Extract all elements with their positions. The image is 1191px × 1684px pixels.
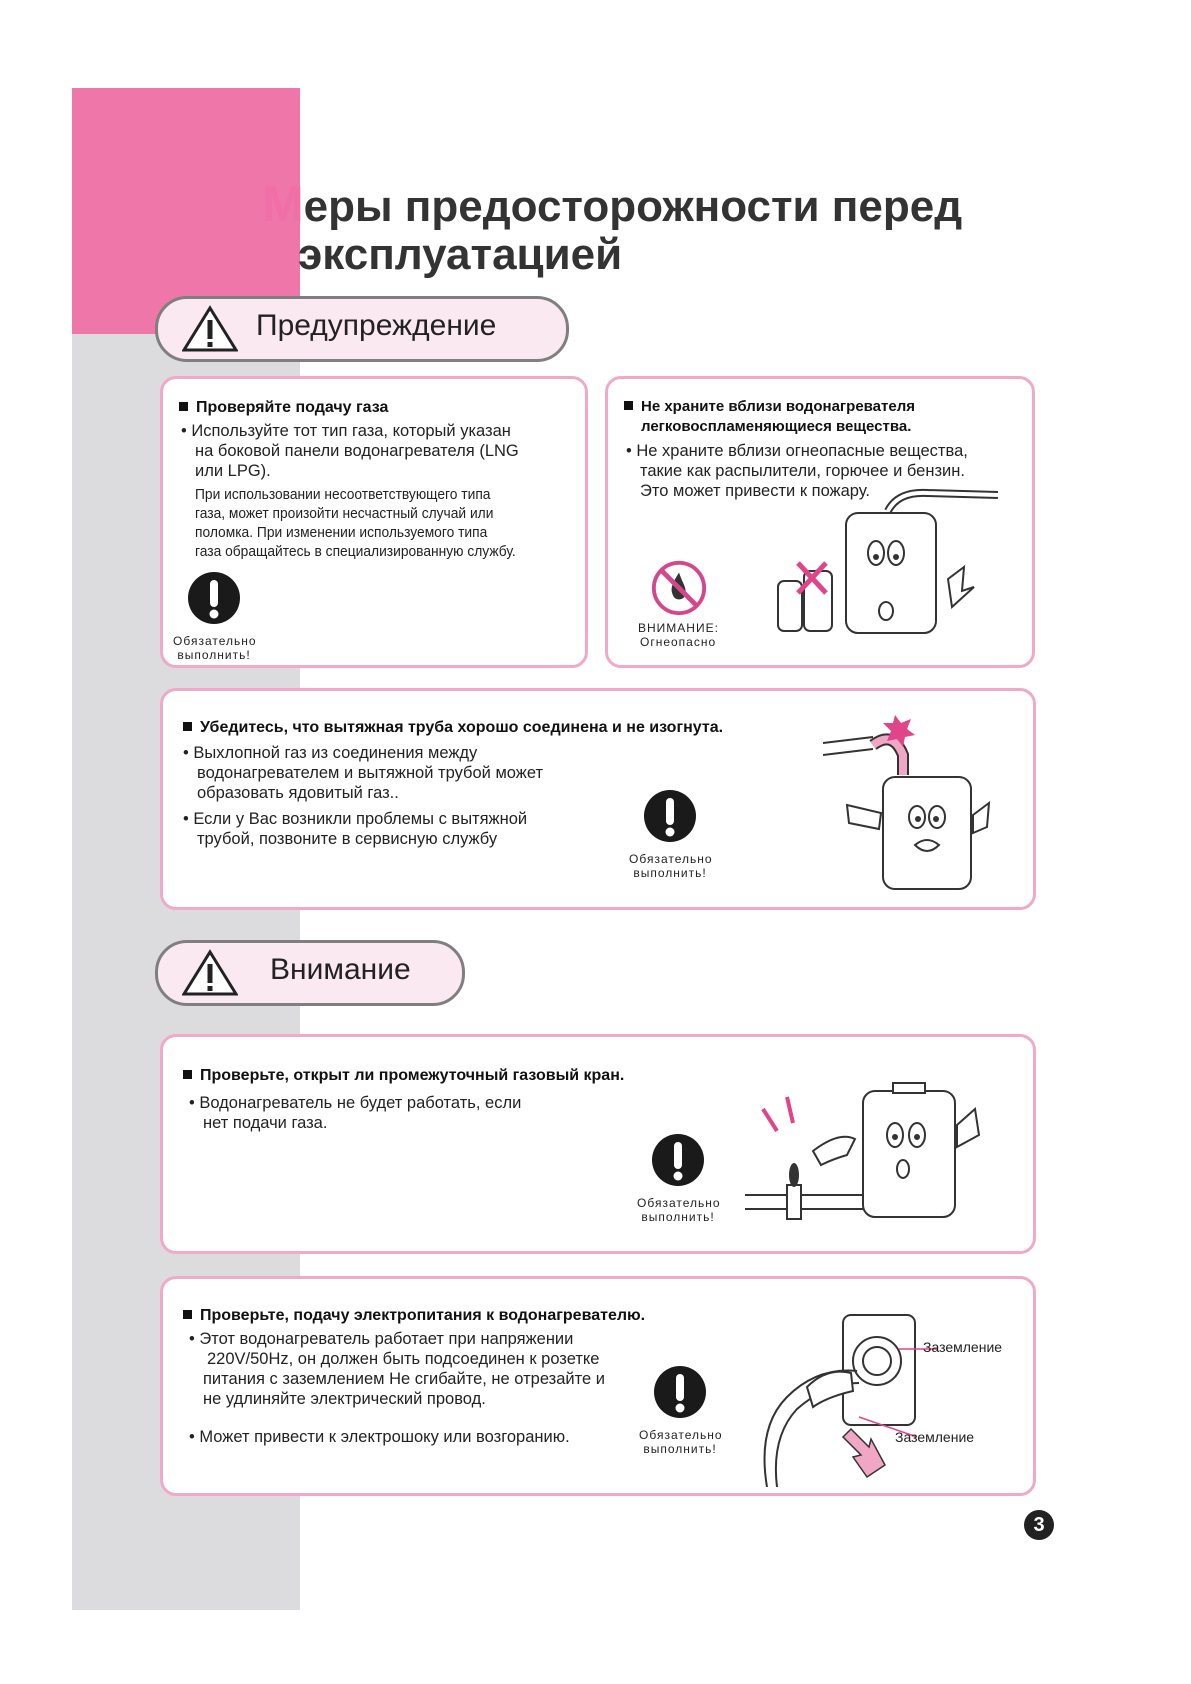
mandatory-badge	[629, 789, 711, 880]
ground-label-bottom: Заземление	[895, 1429, 975, 1445]
text-line: • Не храните вблизи огнеопасные вещества,	[626, 442, 968, 460]
text-line: или LPG).	[195, 462, 271, 480]
power-heading: Проверьте, подачу электропитания к водонагревателю.	[183, 1307, 645, 1325]
flammables-panel	[605, 376, 1035, 668]
caution-banner	[155, 940, 465, 1006]
mandatory-badge	[639, 1365, 721, 1456]
mandatory-label: Обязательно	[629, 852, 713, 866]
mandatory-badge	[173, 571, 255, 662]
power-panel	[160, 1276, 1036, 1496]
bullet-square-icon	[179, 402, 188, 411]
mandatory-label: выполнить!	[643, 1442, 717, 1456]
text-line: • Используйте тот тип газа, который указан	[181, 422, 511, 440]
warning-triangle-icon	[182, 949, 238, 997]
bullet-square-icon	[624, 401, 633, 410]
exclamation-circle-icon	[651, 1133, 705, 1187]
mandatory-badge	[637, 1133, 719, 1224]
gas-check-note	[195, 485, 516, 561]
no-fire-icon	[650, 559, 708, 617]
exhaust-heading: Убедитесь, что вытяжная труба хорошо соединена и не изогнута.	[183, 719, 723, 737]
text-line: • Может привести к электрошоку или возгоранию.	[189, 1428, 570, 1446]
mandatory-label: выполнить!	[641, 1210, 715, 1224]
exclamation-circle-icon	[643, 789, 697, 843]
page-title	[262, 176, 963, 279]
gas-check-panel	[160, 376, 588, 668]
text-line: • Этот водонагреватель работает при напряжении	[189, 1330, 574, 1348]
flammables-heading: Не храните вблизи водонагревателя легковоспламеняющиеся вещества.	[624, 397, 915, 437]
exclamation-circle-icon	[653, 1365, 707, 1419]
mandatory-label: Обязательно	[173, 634, 257, 648]
text-line: питания с заземлением Не сгибайте, не отрезайте и	[203, 1370, 605, 1388]
mandatory-label: Обязательно	[639, 1428, 723, 1442]
text-line: • Выхлопной газ из соединения между	[183, 744, 478, 762]
text-line: газа обращайтесь в специализированную службу.	[195, 543, 516, 560]
text-line: нет подачи газа.	[203, 1114, 328, 1132]
text-line: При использовании несоответствующего типа	[195, 486, 491, 503]
text-line: газа, может произойти несчастный случай или	[195, 505, 494, 522]
grounded-socket-illustration	[747, 1287, 937, 1487]
heater-gas-valve-illustration	[743, 1075, 1003, 1235]
fire-warning-label: ВНИМАНИЕ: Огнеопасно	[638, 621, 719, 649]
gas-valve-panel	[160, 1034, 1036, 1254]
warning-triangle-icon	[182, 305, 238, 353]
gas-check-text	[181, 421, 519, 481]
bullet-square-icon	[183, 722, 192, 731]
page-number: 3	[1024, 1510, 1054, 1540]
exhaust-text	[183, 743, 543, 849]
heater-with-spray-cans-illustration	[768, 471, 998, 641]
mandatory-label: выполнить!	[177, 648, 251, 662]
bullet-square-icon	[183, 1310, 192, 1319]
mandatory-label: выполнить!	[633, 866, 707, 880]
exhaust-panel	[160, 688, 1036, 910]
text-line: не удлиняйте электрический провод.	[203, 1390, 486, 1408]
text-line: Это может привести к пожару.	[640, 482, 870, 500]
text-line: • Если у Вас возникли проблемы с вытяжной	[183, 810, 528, 828]
title-capital: М	[262, 176, 304, 232]
gas-check-heading: Проверяйте подачу газа	[179, 399, 388, 417]
text-line: 220V/50Hz, он должен быть подсоединен к розетке	[207, 1350, 600, 1368]
text-line: образовать ядовитый газ..	[197, 784, 399, 802]
text-line: такие как распылители, горючее и бензин.	[640, 462, 965, 480]
gas-valve-text	[189, 1093, 521, 1133]
gas-valve-heading: Проверьте, открыт ли промежуточный газовый кран.	[183, 1067, 624, 1085]
title-line1: еры предосторожности перед	[303, 182, 963, 231]
text-line: на боковой панели водонагревателя (LNG	[195, 442, 519, 460]
text-line: поломка. При изменении используемого типа	[195, 524, 488, 541]
text-line: водонагревателем и вытяжной трубой может	[197, 764, 544, 782]
warning-banner	[155, 296, 569, 362]
caution-banner-title: Внимание	[270, 953, 411, 986]
text-line: трубой, позвоните в сервисную службу	[197, 830, 498, 848]
mandatory-label: Обязательно	[637, 1196, 721, 1210]
title-line2: эксплуатацией	[298, 230, 623, 279]
exclamation-circle-icon	[187, 571, 241, 625]
heater-exhaust-pipe-illustration	[823, 705, 993, 895]
warning-banner-title: Предупреждение	[256, 309, 497, 342]
ground-label-top: Заземление	[923, 1339, 1003, 1355]
text-line: • Водонагреватель не будет работать, если	[189, 1094, 522, 1112]
bullet-square-icon	[183, 1070, 192, 1079]
power-text	[189, 1329, 605, 1447]
